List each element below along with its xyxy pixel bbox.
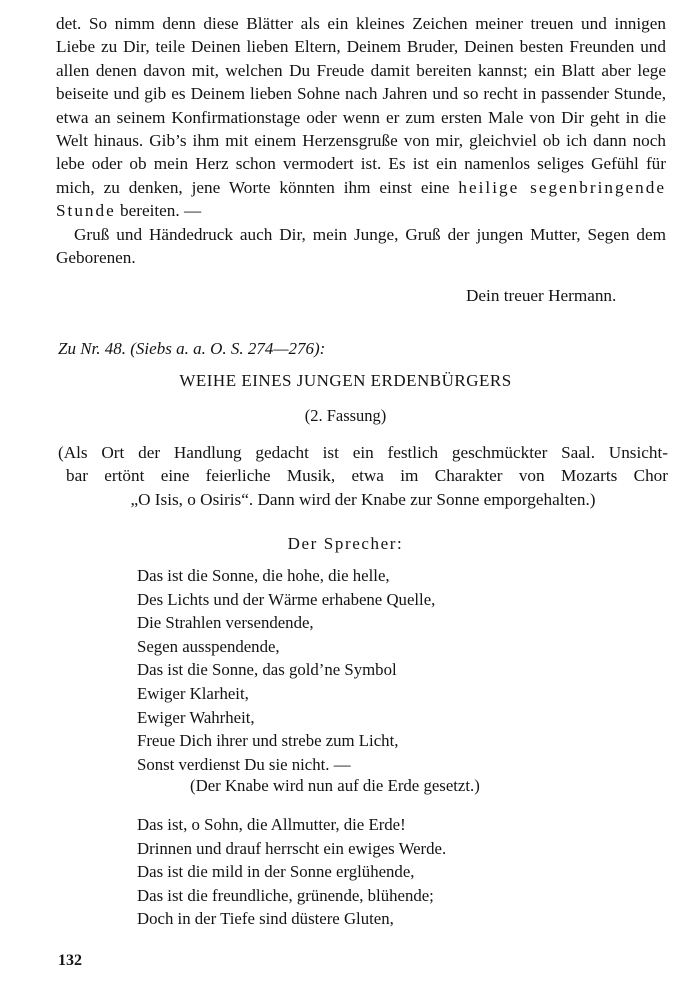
- letter-paragraph-1-end: bereiten. —: [120, 201, 202, 221]
- stage-direction: [58, 441, 668, 511]
- verse-block-1: [137, 564, 435, 776]
- reference-heading: Zu Nr. 48. (Siebs a. a. O. S. 274—276):: [58, 339, 326, 358]
- verse-line: Drinnen und drauf herrscht ein ewiges Werde.: [137, 838, 447, 858]
- letter-text: [56, 12, 666, 269]
- verse-line: Ewiger Wahrheit,: [137, 707, 255, 727]
- verse-line: Sonst verdienst Du sie nicht. —: [137, 754, 351, 774]
- verse-line: Das ist die Sonne, die hohe, die helle,: [137, 566, 390, 585]
- spaced-emphasis: heilige segenbringende Stunde: [56, 177, 666, 221]
- verse-line: Freue Dich ihrer und strebe zum Licht,: [137, 731, 399, 751]
- speaker-heading: Der Sprecher:: [287, 534, 404, 553]
- verse-line: Die Strahlen versendende,: [137, 613, 314, 633]
- stage-direction-line-2: bar ertönt eine feierliche Musik, etwa im Charakter von Mozarts Chor: [66, 466, 668, 486]
- letter-paragraph-1: [56, 12, 666, 223]
- stage-direction-2: (Der Knabe wird nun auf die Erde gesetzt.): [190, 776, 480, 795]
- verse-block-2: [137, 813, 446, 931]
- poem-subtitle: (2. Fassung): [304, 406, 387, 425]
- verse-line: Doch in der Tiefe sind düstere Gluten,: [137, 909, 394, 929]
- verse-line: Das ist die Sonne, das gold’ne Symbol: [137, 660, 397, 680]
- signature: Dein treuer Hermann.: [466, 286, 617, 305]
- verse-line: Segen ausspendende,: [137, 636, 280, 656]
- verse-line: Das ist die mild in der Sonne erglühende,: [137, 862, 415, 882]
- letter-paragraph-2: Gruß und Händedruck auch Dir, mein Junge, Gruß der jungen Mutter, Segen dem Geborenen.: [56, 224, 666, 268]
- verse-line: Ewiger Klarheit,: [137, 683, 249, 703]
- stage-direction-line-3: „O Isis, o Osiris“. Dann wird der Knabe zur Sonne emporgehalten.): [130, 489, 596, 509]
- verse-line: Das ist, o Sohn, die Allmutter, die Erde!: [137, 815, 406, 834]
- poem-title: WEIHE EINES JUNGEN ERDENBÜRGERS: [179, 371, 512, 390]
- page-number: 132: [58, 952, 82, 969]
- verse-line: Des Lichts und der Wärme erhabene Quelle,: [137, 589, 436, 609]
- verse-line: Das ist die freundliche, grünende, blühende;: [137, 885, 434, 905]
- letter-paragraph-1-text: det. So nimm denn diese Blätter als ein kleines Zeichen meiner treuen und innigen Liebe zu Dir, teile Deinen lieben Eltern, Deinem Bruder, Deinen besten Freunden und allen denen davon mit, welchen Du Freude damit bereiten kannst; ein Blatt aber lege beiseite und gib es Deinem lieben Sohne nach Jahren und so recht in passender Stunde, etwa an seinem Konfirmationstage oder wenn er zum ersten Male von Dir geht in die Welt hinaus. Gib’s ihm mit einem Herzensgruße von mir, gleichviel ob ich dann noch lebe oder ob mein Herz schon vermodert ist. Es ist ein namenlos seliges Gefühl für mich, zu denken, jene Worte könnten ihm einst eine: [56, 14, 666, 197]
- stage-direction-line-1: (Als Ort der Handlung gedacht ist ein festlich geschmückter Saal. Unsicht-: [58, 443, 668, 462]
